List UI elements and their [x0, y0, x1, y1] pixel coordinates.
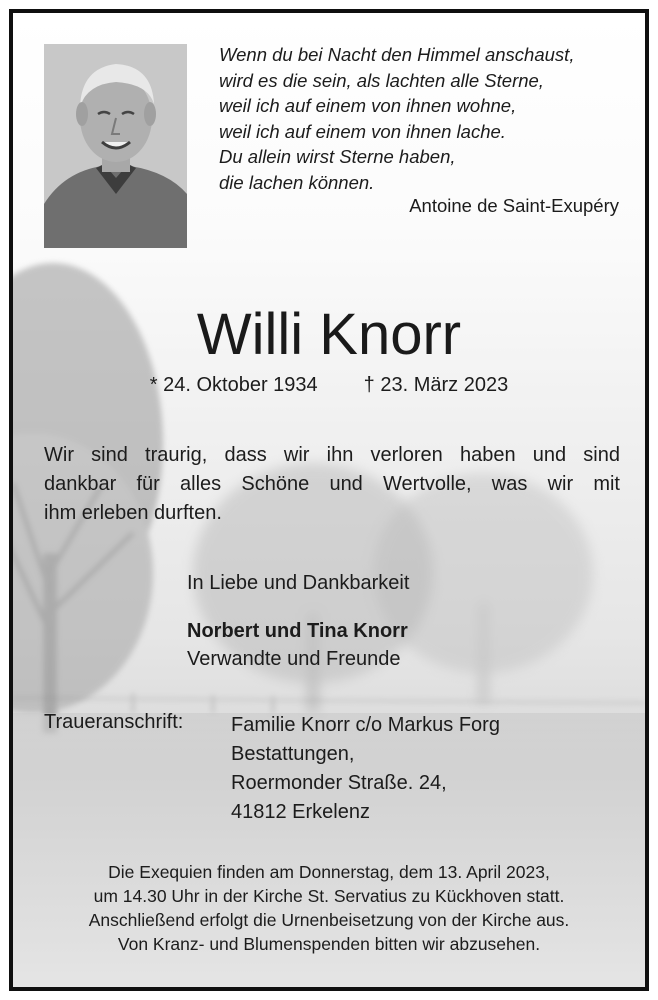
message-line: dankbar für alles Schöne und Wertvolle, was wir mit [44, 473, 620, 495]
quote-line: weil ich auf einem von ihnen wohne, [219, 95, 517, 116]
service-information [13, 860, 645, 956]
address-line: Bestattungen, [231, 743, 355, 765]
mourning-message [44, 441, 620, 528]
quote-line: Wenn du bei Nacht den Himmel anschaust, [219, 44, 575, 65]
portrait-illustration [44, 44, 187, 248]
life-dates [13, 374, 645, 397]
service-line: um 14.30 Uhr in der Kirche St. Servatius zu Kückhoven statt. [93, 886, 565, 906]
service-line: Die Exequien finden am Donnerstag, dem 13. April 2023, [108, 862, 550, 882]
mourning-address [231, 711, 500, 827]
address-line: Familie Knorr c/o Markus Forg [231, 714, 500, 736]
service-line: Anschließend erfolgt die Urnenbeisetzung von der Kirche aus. [88, 910, 570, 930]
quote-line: wird es die sein, als lachten alle Sterne, [219, 69, 544, 91]
address-line: 41812 Erkelenz [231, 801, 370, 823]
quote-line: die lachen können. [219, 171, 375, 193]
fence [13, 693, 645, 713]
address-line: Roermonder Straße. 24, [231, 772, 447, 794]
quote-author: Antoine de Saint-Exupéry [409, 195, 619, 216]
quote-line: weil ich auf einem von ihnen lache. [219, 120, 506, 142]
signoff-greeting: In Liebe und Dankbarkeit [187, 572, 410, 594]
birth-date: * 24. Oktober 1934 [149, 374, 318, 396]
service-line: Von Kranz- und Blumenspenden bitten wir abzusehen. [117, 934, 541, 954]
message-line: ihm erleben durften. [44, 502, 222, 524]
signoff-family: Norbert und Tina Knorr [187, 620, 408, 642]
address-label: Traueranschrift: [44, 711, 184, 733]
poem-quote [219, 42, 619, 195]
death-date: † 23. März 2023 [363, 374, 509, 396]
quote-line: Du allein wirst Sterne haben, [219, 146, 456, 167]
portrait-photo [44, 44, 187, 248]
message-line: Wir sind traurig, dass wir ihn verloren haben und sind [44, 444, 620, 466]
obituary-card [9, 9, 649, 991]
signoff-relatives: Verwandte und Freunde [187, 648, 401, 670]
deceased-name: Willi Knorr [196, 302, 462, 367]
